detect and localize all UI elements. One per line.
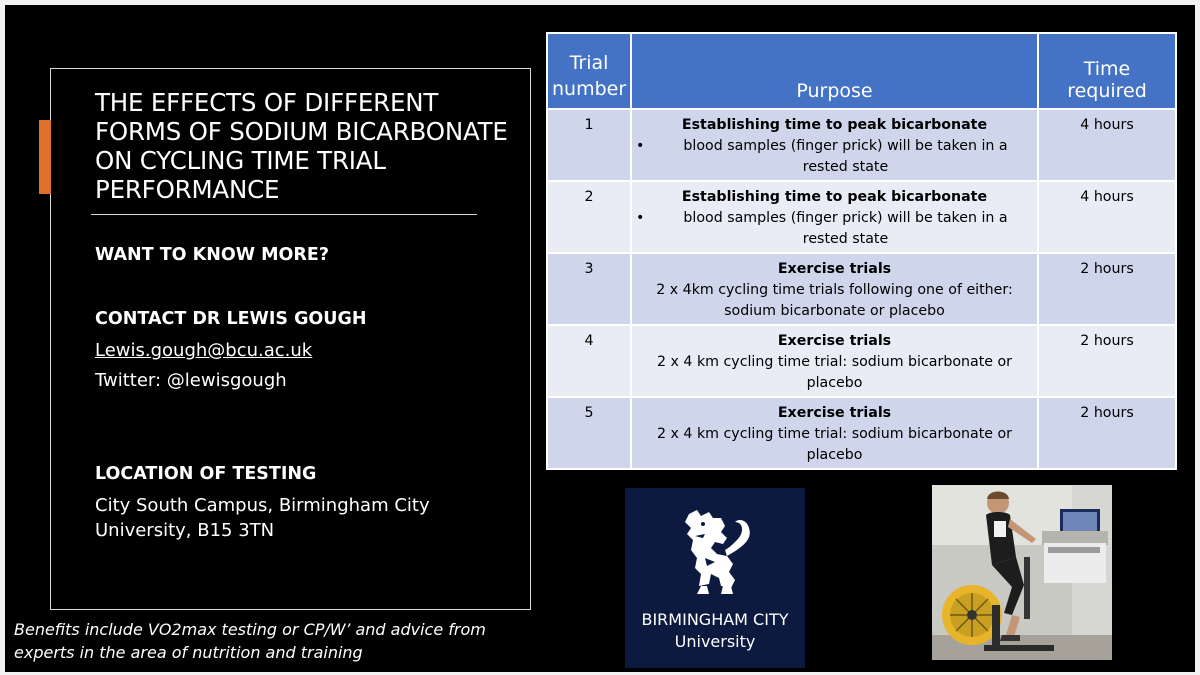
lion-icon [625,488,805,608]
benefits-line-2: experts in the area of nutrition and training [14,643,363,662]
trial-number: 1 [547,109,631,181]
trial-time: 4 hours [1038,109,1176,181]
page-title: THE EFFECTS OF DIFFERENT FORMS OF SODIUM BICARBONATE ON CYCLING TIME TRIAL PERFORMANCE [95,88,508,204]
purpose-text: 2 x 4 km cycling time trial: sodium bicarbonate or placebo [656,426,1013,463]
trial-time: 2 hours [1038,253,1176,325]
cycling-lab-photo [932,485,1112,660]
purpose-title: Exercise trials [777,261,892,277]
trial-number: 3 [547,253,631,325]
table-row [547,181,1176,253]
purpose-title: Establishing time to peak bicarbonate [681,189,988,205]
trial-purpose [631,397,1038,469]
purpose-title: Establishing time to peak bicarbonate [681,117,988,133]
benefits-line-1: Benefits include VO2max testing or CP/W’ and advice from [14,620,486,639]
location-line-1: City South Campus, Birmingham City [95,495,430,516]
purpose-title: Exercise trials [777,333,892,349]
bcu-logo [625,488,805,668]
header-time-required: Time required [1038,33,1176,109]
header-trial-line-1: Trial [569,52,609,74]
trial-number: 4 [547,325,631,397]
purpose-bullet-item [638,136,1031,178]
bullet-icon: • [636,210,645,226]
table-row [547,109,1176,181]
contact-heading: CONTACT DR LEWIS GOUGH [95,309,367,329]
want-to-know-heading: WANT TO KNOW MORE? [95,245,329,265]
purpose-bullet-item [638,208,1031,250]
accent-bar [39,120,51,194]
trial-purpose [631,253,1038,325]
trial-number: 5 [547,397,631,469]
table-row [547,325,1176,397]
trial-number: 2 [547,181,631,253]
trial-time: 4 hours [1038,181,1176,253]
bullet-icon: • [636,138,645,154]
table-row [547,397,1176,469]
table-row [547,253,1176,325]
logo-wordmark [625,609,805,653]
benefits-note [14,618,524,664]
twitter-handle: Twitter: @lewisgough [95,370,287,391]
trial-table [546,32,1177,470]
email-link[interactable]: Lewis.gough@bcu.ac.uk [95,340,313,361]
purpose-text: 2 x 4km cycling time trials following one of either: sodium bicarbonate or placebo [656,282,1013,319]
trial-time: 2 hours [1038,397,1176,469]
header-purpose: Purpose [631,33,1038,109]
header-trial-line-2: number [552,78,627,100]
header-trial-number [547,33,631,109]
logo-line-2: University [674,632,756,651]
trial-time: 2 hours [1038,325,1176,397]
table-header-row [547,33,1176,109]
trial-purpose [631,109,1038,181]
location-line-2: University, B15 3TN [95,520,275,541]
trial-purpose [631,181,1038,253]
purpose-text: blood samples (finger prick) will be taken in a rested state [683,138,1008,175]
purpose-title: Exercise trials [777,405,892,421]
logo-line-1: BIRMINGHAM CITY [641,610,789,629]
title-divider [91,214,477,215]
slide [5,5,1195,672]
cyclist-image [932,485,1112,660]
location-heading: LOCATION OF TESTING [95,464,317,484]
trial-purpose [631,325,1038,397]
purpose-text: 2 x 4 km cycling time trial: sodium bicarbonate or placebo [656,354,1013,391]
purpose-text: blood samples (finger prick) will be taken in a rested state [683,210,1008,247]
